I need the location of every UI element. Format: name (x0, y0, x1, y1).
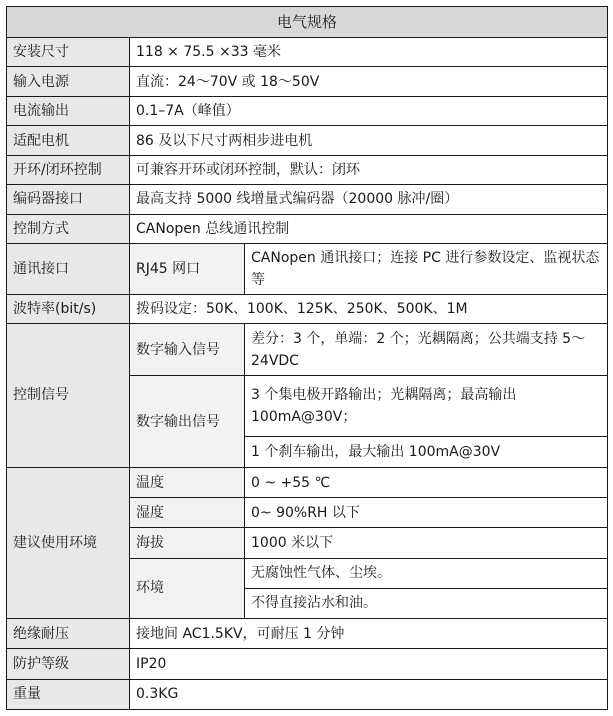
humidity-label: 湿度 (130, 498, 245, 528)
table-row (7, 125, 608, 155)
protection-value: IP20 (130, 649, 608, 679)
size-value: 118 × 75.5 ×33 毫米 (130, 38, 608, 67)
comm-value: CANopen 通讯接口；连接 PC 进行参数设定、监视状态等 (245, 243, 608, 294)
insulation-value: 接地间 AC1.5KV，可耐压 1 分钟 (130, 619, 608, 649)
size-label: 安装尺寸 (7, 38, 130, 67)
input-power-label: 输入电源 (7, 67, 130, 96)
weight-value: 0.3KG (130, 679, 608, 709)
table-row (7, 467, 608, 497)
env-label: 环境 (130, 558, 245, 618)
control-mode-value: CANopen 总线通讯控制 (130, 214, 608, 243)
env-value-1: 无腐蚀性气体、尘埃。 (245, 558, 608, 588)
baud-value: 拨码设定：50K、100K、125K、250K、500K、1M (130, 294, 608, 323)
humidity-value: 0~ 90%RH 以下 (245, 498, 608, 528)
current-output-value: 0.1–7A（峰值） (130, 96, 608, 125)
temperature-value: 0 ~ +55 ℃ (245, 467, 608, 497)
table-row (7, 185, 608, 214)
table-title: 电气规格 (7, 7, 608, 38)
digital-output-value-2: 1 个刹车输出，最大输出 100mA@30V (245, 436, 608, 467)
table-row (7, 649, 608, 679)
baud-label: 波特率(bit/s) (7, 294, 130, 323)
control-mode-label: 控制方式 (7, 214, 130, 243)
environment-label: 建议使用环境 (7, 467, 130, 618)
table-row (7, 38, 608, 67)
table-row (7, 243, 608, 294)
table-row (7, 324, 608, 376)
control-signal-label: 控制信号 (7, 324, 130, 468)
motor-label: 适配电机 (7, 125, 130, 155)
comm-label: 通讯接口 (7, 243, 130, 294)
table-row (7, 294, 608, 323)
weight-label: 重量 (7, 679, 130, 709)
digital-output-value-1: 3 个集电极开路输出；光耦隔离；最高输出 100mA@30V； (245, 376, 608, 436)
table-row (7, 619, 608, 649)
encoder-label: 编码器接口 (7, 185, 130, 214)
digital-input-label: 数字输入信号 (130, 324, 245, 376)
loop-control-value: 可兼容开环或闭环控制，默认：闭环 (130, 156, 608, 185)
table-row (7, 96, 608, 125)
digital-input-value: 差分：3 个，单端：2 个；光耦隔离；公共端支持 5～24VDC (245, 324, 608, 376)
comm-sub-label: RJ45 网口 (130, 243, 245, 294)
env-value-2: 不得直接沾水和油。 (245, 588, 608, 618)
motor-value: 86 及以下尺寸两相步进电机 (130, 125, 608, 155)
table-row (7, 679, 608, 709)
electrical-spec-table (6, 6, 608, 710)
loop-control-label: 开环/闭环控制 (7, 156, 130, 185)
protection-label: 防护等级 (7, 649, 130, 679)
current-output-label: 电流输出 (7, 96, 130, 125)
digital-output-label: 数字输出信号 (130, 376, 245, 468)
input-power-value: 直流：24～70V 或 18～50V (130, 67, 608, 96)
altitude-label: 海拔 (130, 528, 245, 558)
insulation-label: 绝缘耐压 (7, 619, 130, 649)
altitude-value: 1000 米以下 (245, 528, 608, 558)
table-row (7, 67, 608, 96)
table-row (7, 156, 608, 185)
encoder-value: 最高支持 5000 线增量式编码器（20000 脉冲/圈） (130, 185, 608, 214)
temperature-label: 温度 (130, 467, 245, 497)
table-row (7, 214, 608, 243)
